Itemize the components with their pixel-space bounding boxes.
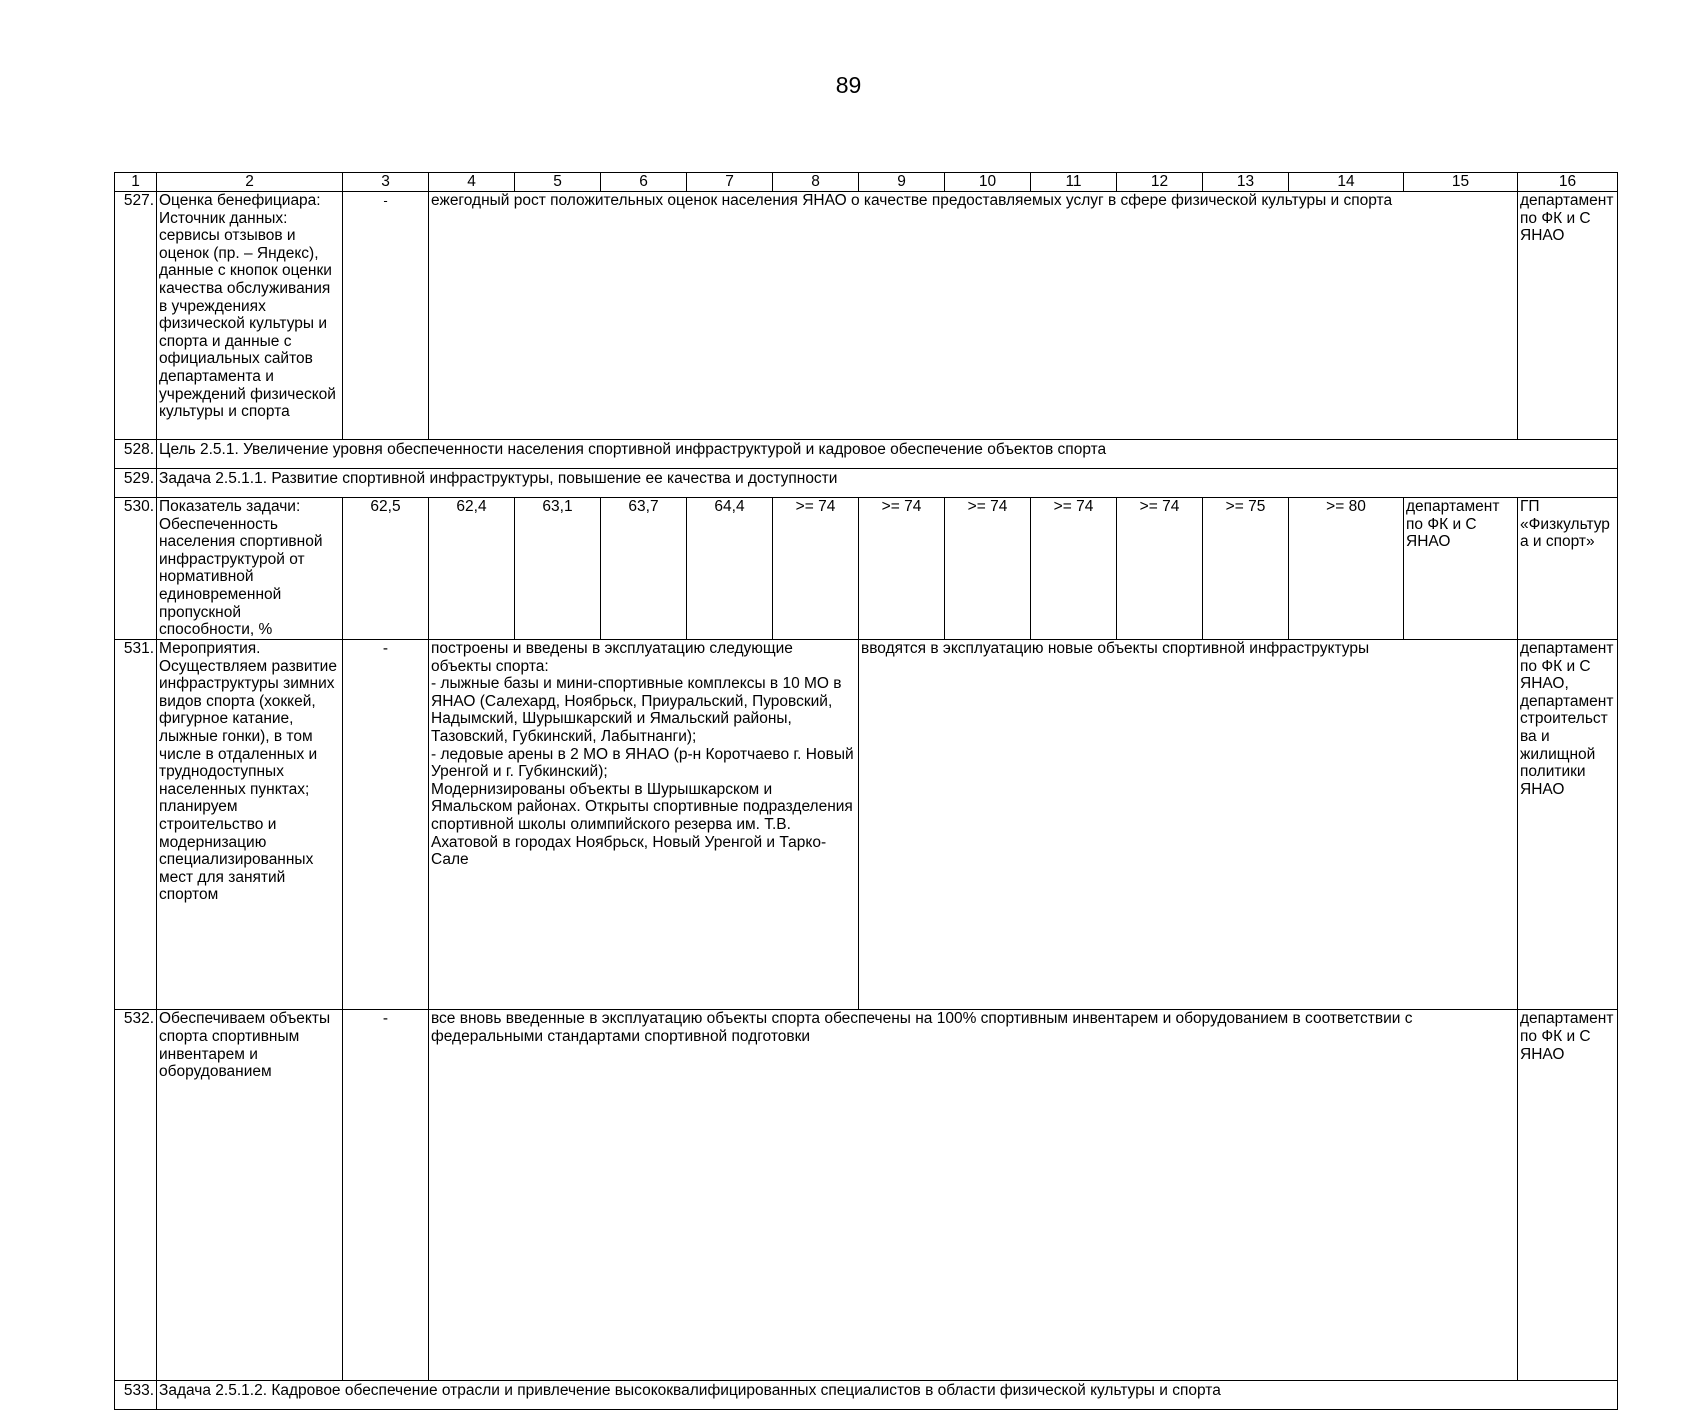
indicator-value: >= 74 bbox=[1117, 498, 1203, 640]
indicator-value: >= 74 bbox=[945, 498, 1031, 640]
indicator-value: 63,7 bbox=[601, 498, 687, 640]
task-heading: Задача 2.5.1.1. Развитие спортивной инфраструктуры, повышение ее качества и доступности bbox=[157, 469, 1618, 498]
indicator-value: >= 74 bbox=[1031, 498, 1117, 640]
table-row-529 bbox=[115, 469, 1618, 498]
expected-result-current bbox=[429, 640, 859, 1010]
column-header: 14 bbox=[1289, 173, 1404, 192]
responsible-executor: департамент по ФК и С ЯНАО, департамент строительства и жилищной политики ЯНАО bbox=[1518, 640, 1618, 1010]
indicator-name: Мероприятия. Осуществляем развитие инфраструктуры зимних видов спорта (хоккей, фигурное катание, лыжные гонки), в том числе в отдаленных и труднодоступных населенных пунктах; планируем строительство и модернизацию специализированных мест для занятий спортом bbox=[157, 640, 343, 1010]
column-header: 16 bbox=[1518, 173, 1618, 192]
indicators-table bbox=[114, 172, 1618, 1410]
table-row-528 bbox=[115, 440, 1618, 469]
column-number-row bbox=[115, 173, 1618, 192]
indicator-value: 63,1 bbox=[515, 498, 601, 640]
indicator-value: 64,4 bbox=[687, 498, 773, 640]
indicator-name: Показатель задачи: Обеспеченность населения спортивной инфраструктурой от нормативной единовременной пропускной способности, % bbox=[157, 498, 343, 640]
indicator-value: >= 74 bbox=[773, 498, 859, 640]
column-header: 1 bbox=[115, 173, 157, 192]
result-line: - ледовые арены в 2 МО в ЯНАО (р-н Коротчаево г. Новый Уренгой и г. Губкинский); bbox=[431, 745, 854, 781]
responsible-executor: департамент по ФК и С ЯНАО bbox=[1518, 1010, 1618, 1380]
responsible-executor: департамент по ФК и С ЯНАО bbox=[1404, 498, 1518, 640]
responsible-executor: департамент по ФК и С ЯНАО bbox=[1518, 192, 1618, 440]
result-line: построены и введены в эксплуатацию следующие объекты спорта: bbox=[431, 640, 793, 675]
indicator-value: >= 74 bbox=[859, 498, 945, 640]
table-row-527 bbox=[115, 192, 1618, 440]
row-number: 528. bbox=[115, 440, 157, 469]
indicator-value: 62,5 bbox=[343, 498, 429, 640]
result-line: - лыжные базы и мини-спортивные комплексы в 10 МО в ЯНАО (Салехард, Ноябрьск, Приуральский, Пуровский, Надымский, Шурышкарский и Ямальский районы, Тазовский, Губкинский, Лабытнанги); bbox=[431, 675, 842, 745]
base-value: - bbox=[343, 1010, 429, 1380]
goal-heading: Цель 2.5.1. Увеличение уровня обеспеченности населения спортивной инфраструктурой и кадровое обеспечение объектов спорта bbox=[157, 440, 1618, 469]
column-header: 8 bbox=[773, 173, 859, 192]
page-number: 89 bbox=[835, 72, 862, 98]
expected-result: все вновь введенные в эксплуатацию объекты спорта обеспечены на 100% спортивным инвентарем и оборудованием в соответствии с федеральными стандартами спортивной подготовки bbox=[429, 1010, 1518, 1380]
column-header: 12 bbox=[1117, 173, 1203, 192]
base-value: - bbox=[343, 640, 429, 1010]
table-row-531 bbox=[115, 640, 1618, 1010]
column-header: 13 bbox=[1203, 173, 1289, 192]
column-header: 15 bbox=[1404, 173, 1518, 192]
table-row-530 bbox=[115, 498, 1618, 640]
column-header: 9 bbox=[859, 173, 945, 192]
indicator-name: Обеспечиваем объекты спорта спортивным инвентарем и оборудованием bbox=[157, 1010, 343, 1380]
row-number: 527. bbox=[115, 192, 157, 440]
column-header: 4 bbox=[429, 173, 515, 192]
indicator-name: Оценка бенефициара: Источник данных: сервисы отзывов и оценок (пр. – Яндекс), данные с кнопок оценки качества обслуживания в учреждениях физической культуры и спорта и данные с официальных сайтов департамента и учреждений физической культуры и спорта bbox=[157, 192, 343, 440]
row-number: 530. bbox=[115, 498, 157, 640]
row-number: 529. bbox=[115, 469, 157, 498]
base-value: - bbox=[343, 192, 429, 440]
indicator-value: >= 80 bbox=[1289, 498, 1404, 640]
column-header: 3 bbox=[343, 173, 429, 192]
state-program: ГП «Физкультура и спорт» bbox=[1518, 498, 1618, 640]
expected-result-future: вводятся в эксплуатацию новые объекты спортивной инфраструктуры bbox=[859, 640, 1518, 1010]
table-row-533 bbox=[115, 1380, 1618, 1409]
column-header: 11 bbox=[1031, 173, 1117, 192]
indicator-value: >= 75 bbox=[1203, 498, 1289, 640]
column-header: 5 bbox=[515, 173, 601, 192]
column-header: 2 bbox=[157, 173, 343, 192]
indicator-value: 62,4 bbox=[429, 498, 515, 640]
column-header: 6 bbox=[601, 173, 687, 192]
expected-result: ежегодный рост положительных оценок населения ЯНАО о качестве предоставляемых услуг в сфере физической культуры и спорта bbox=[429, 192, 1518, 440]
row-number: 532. bbox=[115, 1010, 157, 1380]
row-number: 533. bbox=[115, 1380, 157, 1409]
column-header: 10 bbox=[945, 173, 1031, 192]
result-line: Модернизированы объекты в Шурышкарском и Ямальском районах. Открыты спортивные подразделения спортивной школы олимпийского резерва им. Т.В. Ахатовой в городах Ноябрьск, Новый Уренгой и Тарко-Сале bbox=[431, 780, 853, 869]
column-header: 7 bbox=[687, 173, 773, 192]
row-number: 531. bbox=[115, 640, 157, 1010]
task-heading: Задача 2.5.1.2. Кадровое обеспечение отрасли и привлечение высококвалифицированных специалистов в области физической культуры и спорта bbox=[157, 1380, 1618, 1409]
table-row-532 bbox=[115, 1010, 1618, 1380]
